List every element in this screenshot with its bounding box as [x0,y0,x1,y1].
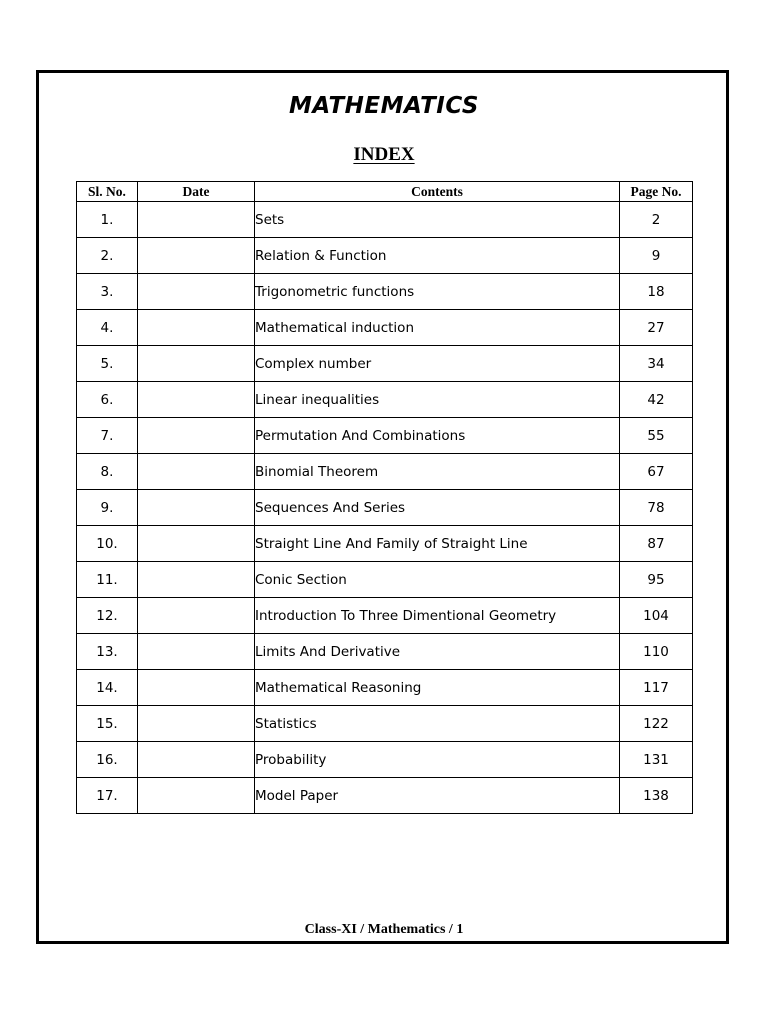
row-content: Mathematical induction [255,310,620,346]
row-date [138,346,255,382]
table-row [77,382,693,418]
row-sl-number: 1. [77,202,138,238]
table-row [77,562,693,598]
table-body [77,202,693,814]
row-date [138,634,255,670]
table-row [77,670,693,706]
row-content: Mathematical Reasoning [255,670,620,706]
row-date [138,742,255,778]
row-content: Permutation And Combinations [255,418,620,454]
table-row [77,418,693,454]
row-content: Introduction To Three Dimentional Geometry [255,598,620,634]
row-date [138,418,255,454]
row-content: Straight Line And Family of Straight Line [255,526,620,562]
page-footer: Class-XI / Mathematics / 1 [304,922,464,937]
table-row [77,634,693,670]
row-page-number: 117 [620,670,693,706]
row-date [138,778,255,814]
row-content: Sequences And Series [255,490,620,526]
row-page-number: 9 [620,238,693,274]
table-row [77,238,693,274]
index-table [76,181,693,814]
row-page-number: 55 [620,418,693,454]
table-row [77,346,693,382]
header-date: Date [138,182,255,202]
row-page-number: 42 [620,382,693,418]
row-date [138,490,255,526]
index-heading: INDEX [353,144,415,165]
row-page-number: 131 [620,742,693,778]
row-sl-number: 11. [77,562,138,598]
row-page-number: 87 [620,526,693,562]
row-page-number: 138 [620,778,693,814]
row-page-number: 18 [620,274,693,310]
row-date [138,454,255,490]
row-page-number: 104 [620,598,693,634]
row-sl-number: 10. [77,526,138,562]
row-page-number: 78 [620,490,693,526]
header-contents: Contents [255,182,620,202]
row-content: Trigonometric functions [255,274,620,310]
table-row [77,202,693,238]
row-page-number: 67 [620,454,693,490]
row-content: Complex number [255,346,620,382]
row-content: Probability [255,742,620,778]
table-row [77,778,693,814]
header-page-no: Page No. [620,182,693,202]
row-sl-number: 3. [77,274,138,310]
row-content: Binomial Theorem [255,454,620,490]
row-sl-number: 8. [77,454,138,490]
row-sl-number: 12. [77,598,138,634]
row-page-number: 95 [620,562,693,598]
row-date [138,598,255,634]
row-date [138,562,255,598]
row-date [138,238,255,274]
row-page-number: 122 [620,706,693,742]
row-content: Relation & Function [255,238,620,274]
table-row [77,274,693,310]
row-sl-number: 15. [77,706,138,742]
row-date [138,526,255,562]
row-page-number: 27 [620,310,693,346]
row-sl-number: 7. [77,418,138,454]
row-content: Statistics [255,706,620,742]
table-header-row [77,182,693,202]
row-sl-number: 16. [77,742,138,778]
row-sl-number: 14. [77,670,138,706]
row-date [138,382,255,418]
row-content: Sets [255,202,620,238]
row-sl-number: 2. [77,238,138,274]
row-date [138,310,255,346]
row-sl-number: 5. [77,346,138,382]
row-date [138,706,255,742]
row-date [138,274,255,310]
row-content: Model Paper [255,778,620,814]
header-sl-no: Sl. No. [77,182,138,202]
row-content: Conic Section [255,562,620,598]
row-content: Linear inequalities [255,382,620,418]
table-row [77,598,693,634]
table-row [77,454,693,490]
row-page-number: 2 [620,202,693,238]
table-row [77,526,693,562]
row-sl-number: 6. [77,382,138,418]
row-sl-number: 9. [77,490,138,526]
row-date [138,202,255,238]
row-sl-number: 4. [77,310,138,346]
table-row [77,310,693,346]
table-row [77,706,693,742]
row-sl-number: 17. [77,778,138,814]
row-content: Limits And Derivative [255,634,620,670]
table-row [77,490,693,526]
row-page-number: 34 [620,346,693,382]
row-date [138,670,255,706]
row-page-number: 110 [620,634,693,670]
table-row [77,742,693,778]
row-sl-number: 13. [77,634,138,670]
page-title: MATHEMATICS [289,93,479,119]
